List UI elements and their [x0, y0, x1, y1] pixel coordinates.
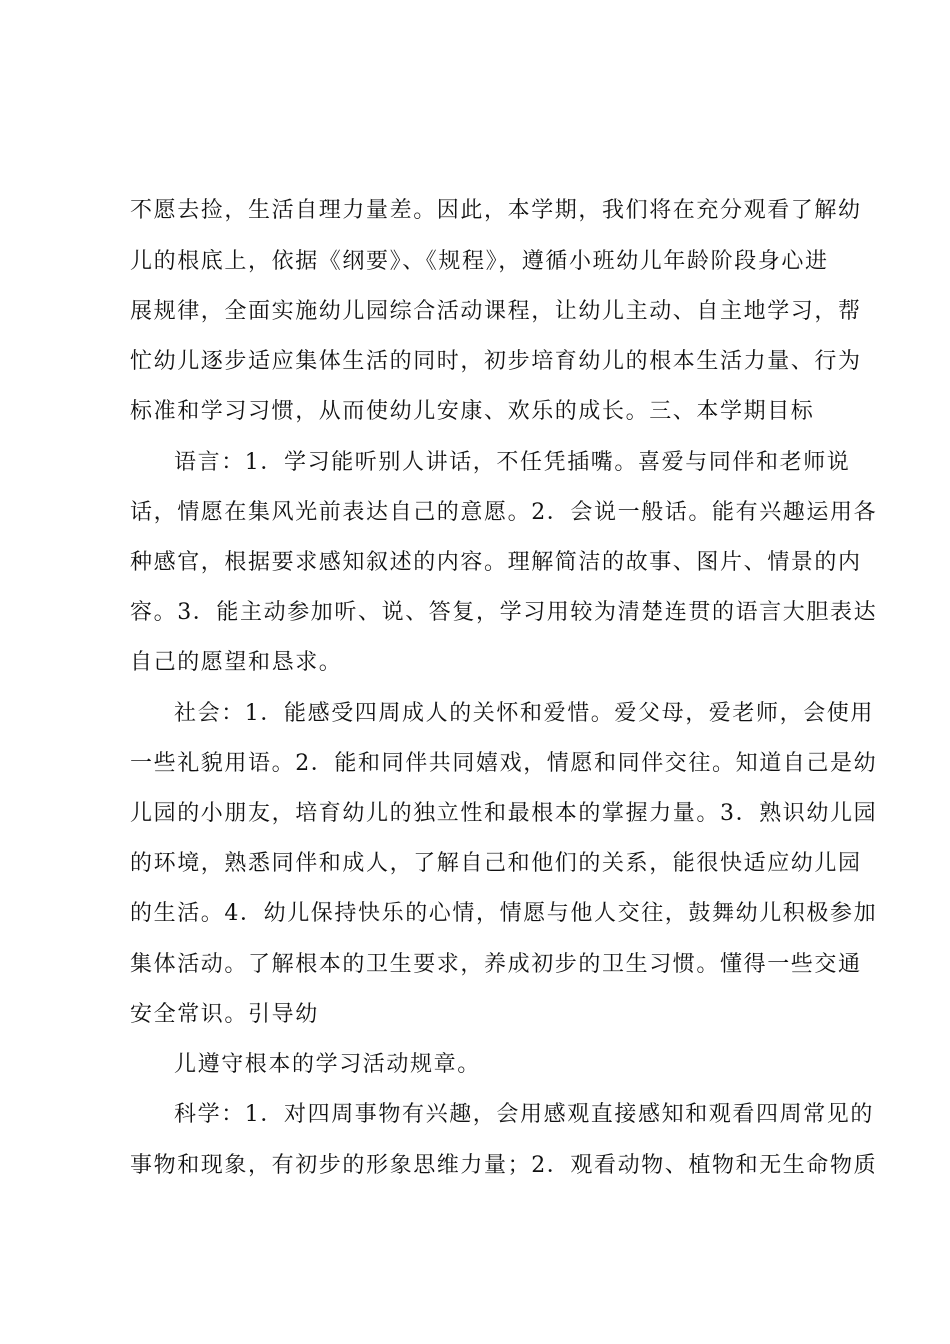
body-text-line: 话，情愿在集风光前表达自己的意愿。2．会说一般话。能有兴趣运用各 [130, 500, 878, 525]
body-text-line: 的生活。4．幼儿保持快乐的心情，情愿与他人交往，鼓舞幼儿积极参加 [130, 901, 878, 926]
body-text-line: 忙幼儿逐步适应集体生活的同时，初步培育幼儿的根本生活力量、行为 [130, 349, 862, 374]
body-text-line: 集体活动。了解根本的卫生要求，养成初步的卫生习惯。懂得一些交通 [130, 952, 862, 977]
body-text-line: 安全常识。引导幼 [130, 1002, 319, 1027]
body-text-line: 的环境，熟悉同伴和成人，了解自己和他们的关系，能很快适应幼儿园 [130, 851, 862, 876]
body-text-line: 儿的根底上，依据《纲要》、《规程》，遵循小班幼儿年龄阶段身心进 [130, 249, 829, 274]
body-text-line: 语言：1．学习能听别人讲话，不任凭插嘴。喜爱与同伴和老师说 [174, 450, 851, 475]
body-text-line: 标准和学习习惯，从而使幼儿安康、欢乐的成长。三、本学期目标 [130, 399, 815, 424]
body-text-line: 自己的愿望和恳求。 [130, 650, 343, 675]
body-text-line: 社会：1．能感受四周成人的关怀和爱惜。爱父母，爱老师，会使用 [174, 701, 874, 726]
body-text-line: 容。3．能主动参加听、说、答复，学习用较为清楚连贯的语言大胆表达 [130, 600, 878, 625]
body-text-line: 不愿去捡，生活自理力量差。因此，本学期，我们将在充分观看了解幼 [130, 198, 862, 223]
body-text-line: 儿遵守根本的学习活动规章。 [174, 1052, 481, 1077]
body-text-line: 一些礼貌用语。2．能和同伴共同嬉戏，情愿和同伴交往。知道自己是幼 [130, 751, 878, 776]
body-text-line: 儿园的小朋友，培育幼儿的独立性和最根本的掌握力量。3．熟识幼儿园 [130, 801, 878, 826]
body-text-line: 展规律，全面实施幼儿园综合活动课程，让幼儿主动、自主地学习，帮 [130, 299, 862, 324]
body-text-line: 事物和现象，有初步的形象思维力量；2．观看动物、植物和无生命物质 [130, 1153, 878, 1178]
body-text-line: 科学：1．对四周事物有兴趣，会用感观直接感知和观看四周常见的 [174, 1102, 874, 1127]
body-text-line: 种感官，根据要求感知叙述的内容。理解简洁的故事、图片、情景的内 [130, 550, 862, 575]
